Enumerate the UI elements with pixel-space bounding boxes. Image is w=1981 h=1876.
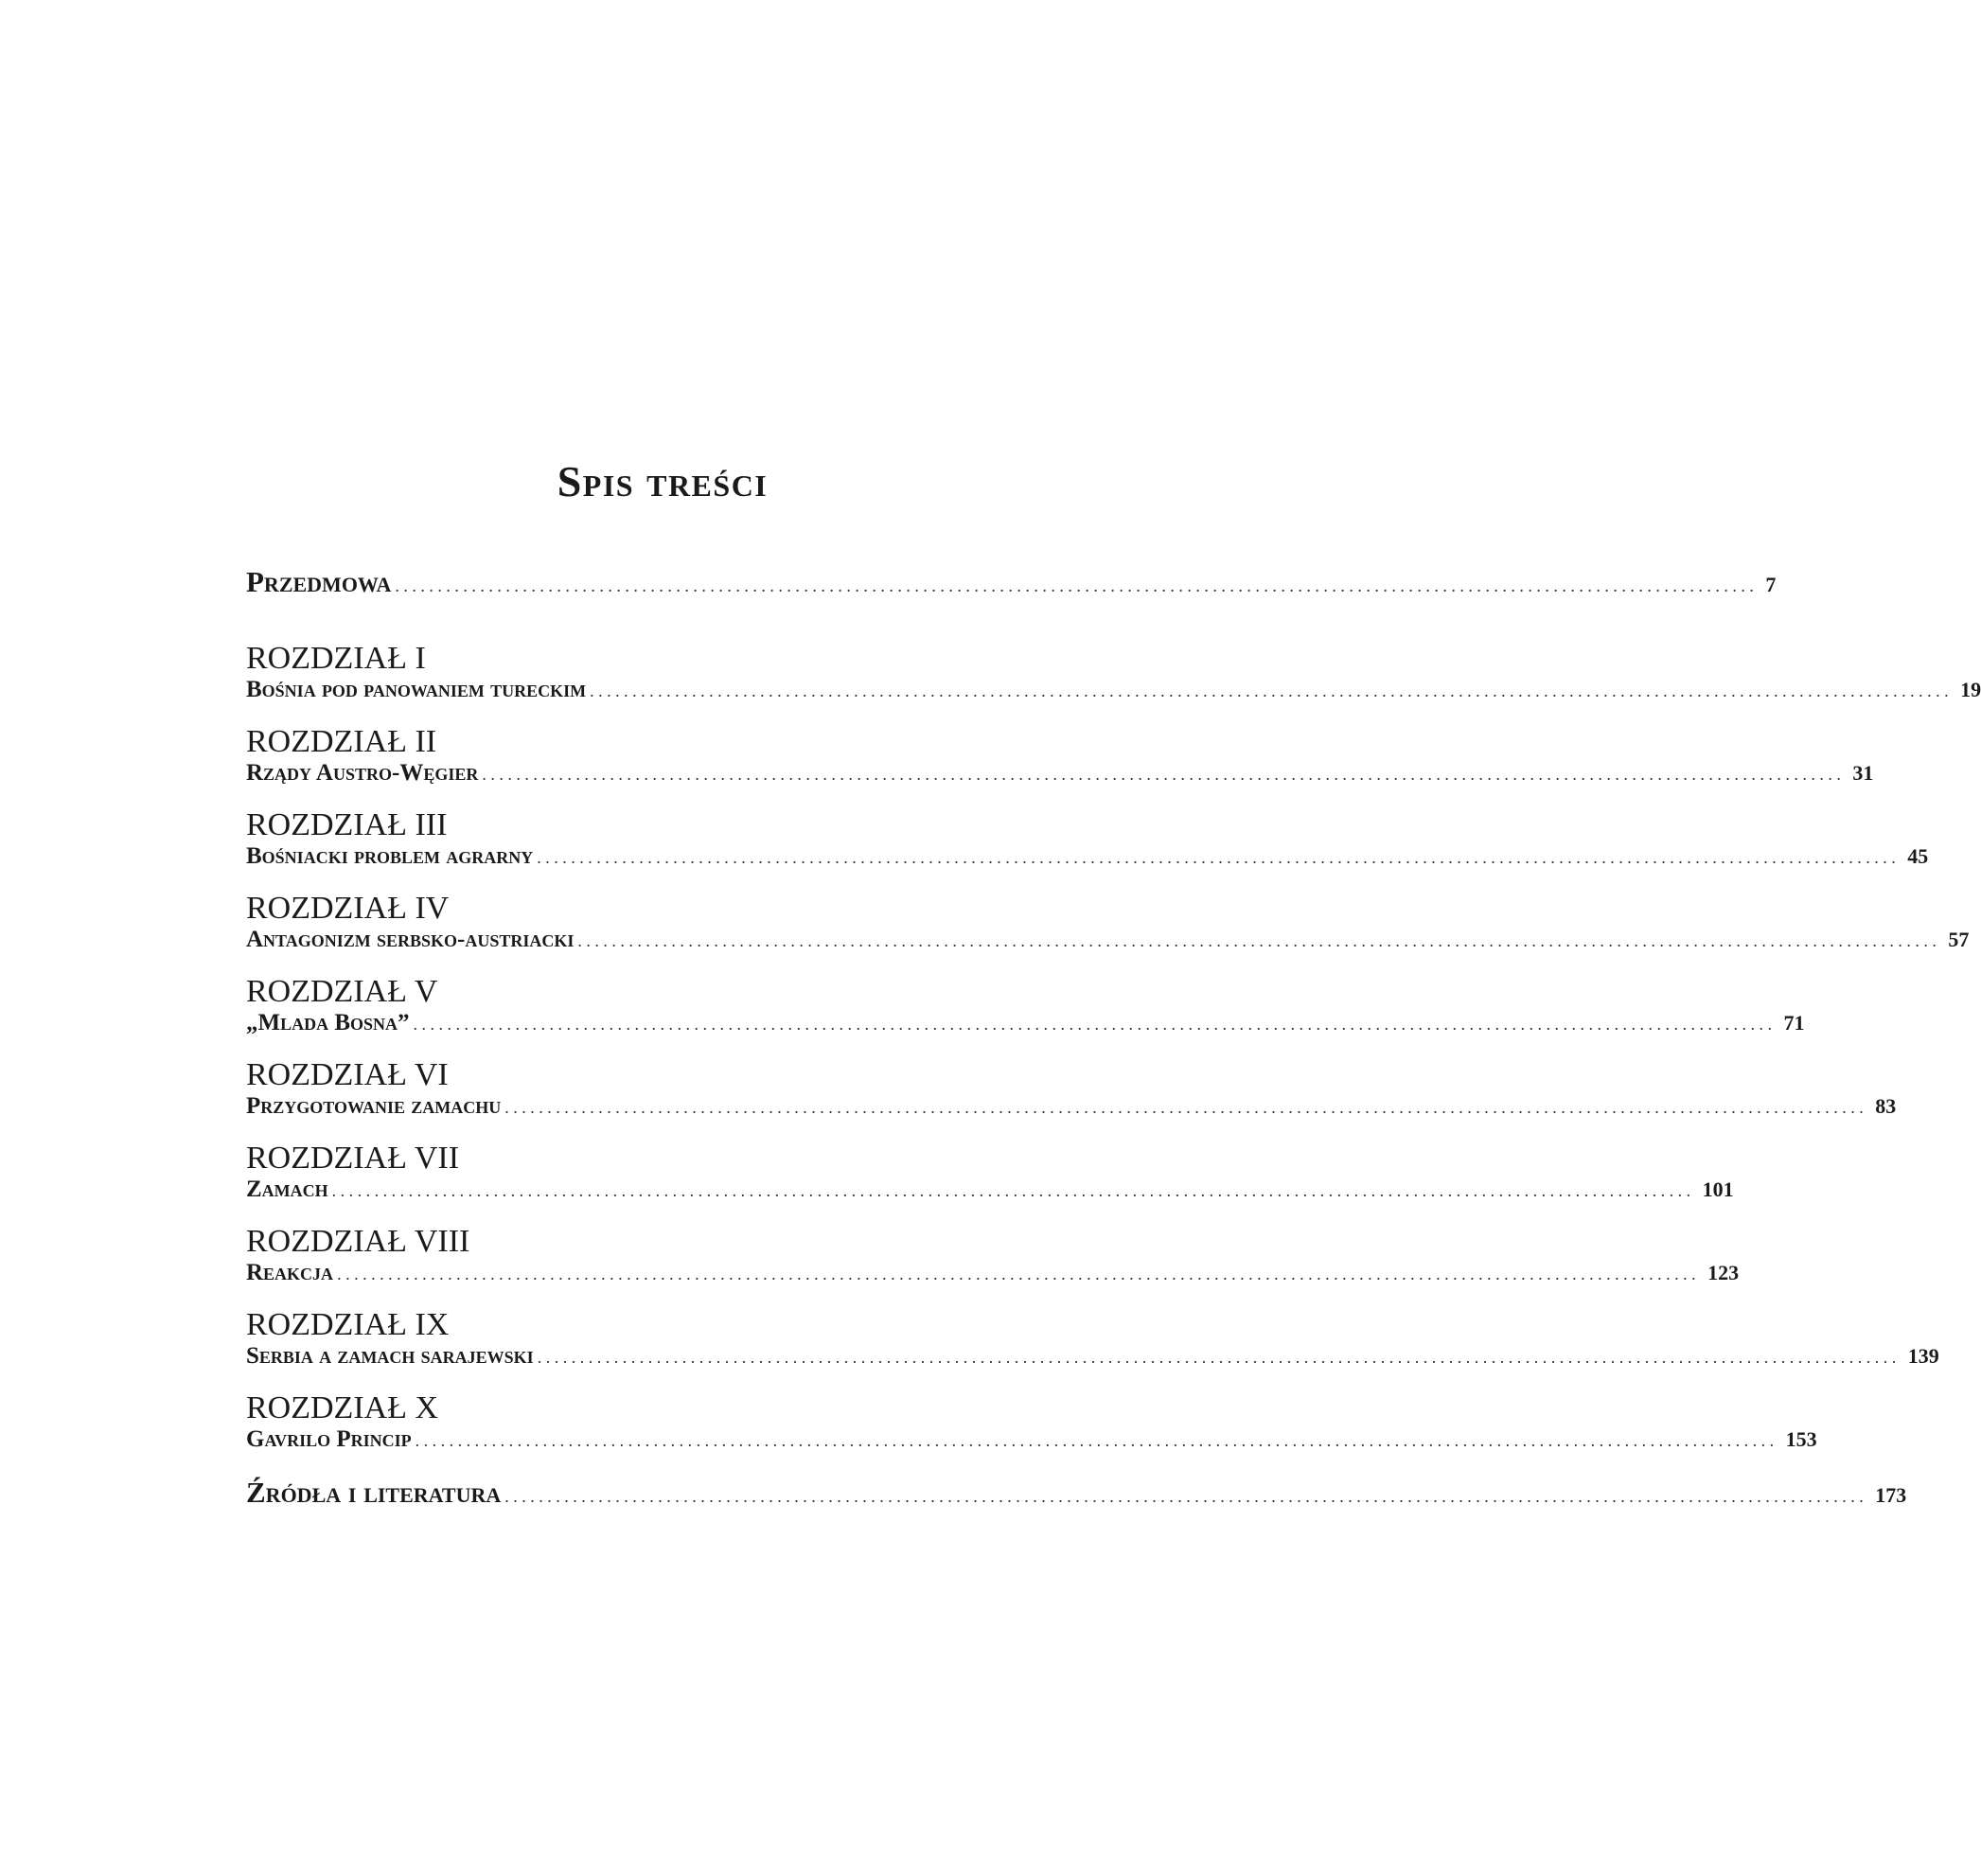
toc-entry-title: Źródła i literatura <box>246 1476 502 1509</box>
toc-entry-title: Przygotowanie zamachu <box>246 1093 502 1119</box>
toc-page-number: 45 <box>1907 844 1929 868</box>
toc-entry-chapter[interactable] <box>246 1307 1939 1390</box>
toc-entry-title: Serbia a zamach sarajewski <box>246 1343 534 1369</box>
toc-page-number: 19 <box>1960 678 1981 701</box>
dot-leader: ................................................................................................................................................................ <box>395 576 1759 595</box>
dot-leader: ................................................................................................................................................................ <box>331 1181 1695 1200</box>
toc-entry-chapter[interactable] <box>246 1141 1734 1224</box>
toc-entry-sources[interactable] <box>246 1476 1907 1518</box>
dot-leader: ................................................................................................................................................................ <box>577 931 1941 950</box>
toc-entry-title: Reakcja <box>246 1260 334 1285</box>
dot-leader: ................................................................................................................................................................ <box>415 1431 1778 1450</box>
toc-entry-title: Bośnia pod panowaniem tureckim <box>246 677 587 702</box>
toc-entry-title: Antagonizm serbsko-austriacki <box>246 927 575 952</box>
toc-entry-chapter[interactable] <box>246 724 1874 807</box>
dot-leader: ................................................................................................................................................................ <box>504 1098 1868 1117</box>
chapter-label: ROZDZIAŁ IV <box>246 891 450 926</box>
toc-page-number: 123 <box>1707 1261 1740 1284</box>
toc-entry-title: „Mlada Bosna” <box>246 1010 410 1035</box>
toc-page-number: 173 <box>1875 1483 1907 1507</box>
toc-entry-preface[interactable] <box>246 565 1777 608</box>
toc-page-number: 153 <box>1785 1427 1817 1451</box>
dot-leader: ................................................................................................................................................................ <box>537 1348 1901 1367</box>
chapter-label: ROZDZIAŁ VI <box>246 1057 449 1092</box>
dot-leader: ................................................................................................................................................................ <box>413 1015 1777 1034</box>
toc-entry-title: Gavrilo Princip <box>246 1426 412 1452</box>
toc-page-number: 31 <box>1852 761 1874 785</box>
table-of-contents <box>246 565 1981 1518</box>
chapter-label: ROZDZIAŁ I <box>246 641 426 676</box>
dot-leader: ................................................................................................................................................................ <box>590 681 1954 700</box>
chapter-label: ROZDZIAŁ VII <box>246 1141 460 1176</box>
toc-entry-chapter[interactable] <box>246 1057 1897 1141</box>
toc-page-number: 83 <box>1875 1094 1897 1118</box>
toc-entry-title: Przedmowa <box>246 565 392 598</box>
toc-entry-chapter[interactable] <box>246 891 1970 974</box>
toc-entry-title: Bośniacki problem agrarny <box>246 843 534 869</box>
toc-page-number: 101 <box>1702 1177 1734 1201</box>
chapter-label: ROZDZIAŁ VIII <box>246 1224 470 1259</box>
toc-entry-chapter[interactable] <box>246 641 1981 724</box>
chapter-label: ROZDZIAŁ IX <box>246 1307 450 1342</box>
dot-leader: ................................................................................................................................................................ <box>337 1265 1701 1283</box>
toc-entry-title: Zamach <box>246 1177 328 1202</box>
toc-entry-chapter[interactable] <box>246 1390 1817 1474</box>
page-title: Spis treści <box>557 456 769 505</box>
chapter-label: ROZDZIAŁ III <box>246 807 448 842</box>
toc-page-number: 7 <box>1765 573 1777 596</box>
toc-entry-chapter[interactable] <box>246 807 1929 891</box>
toc-page-number: 139 <box>1907 1344 1939 1368</box>
toc-page-number: 71 <box>1783 1011 1805 1035</box>
dot-leader: ................................................................................................................................................................ <box>482 765 1846 784</box>
dot-leader: ................................................................................................................................................................ <box>537 848 1901 867</box>
toc-entry-title: Rządy Austro-Węgier <box>246 760 479 786</box>
toc-entry-chapter[interactable] <box>246 974 1805 1057</box>
chapter-label: ROZDZIAŁ X <box>246 1390 439 1425</box>
toc-page-number: 57 <box>1948 928 1970 951</box>
dot-leader: ................................................................................................................................................................ <box>504 1487 1868 1506</box>
chapter-label: ROZDZIAŁ II <box>246 724 437 759</box>
toc-entry-chapter[interactable] <box>246 1224 1740 1307</box>
chapter-label: ROZDZIAŁ V <box>246 974 438 1009</box>
